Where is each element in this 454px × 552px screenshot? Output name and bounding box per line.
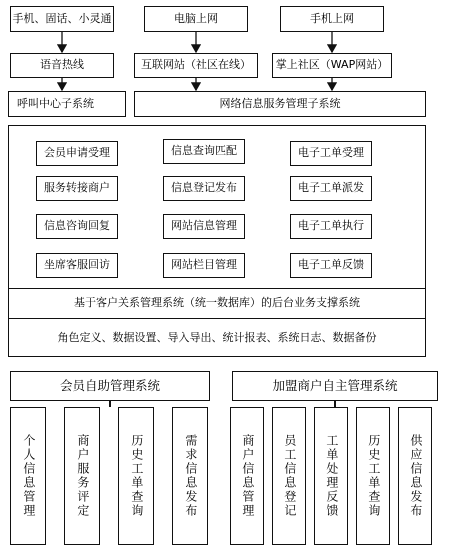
- module-site-column-manage-label: 网站栏目管理: [171, 258, 237, 272]
- backend-functions: [8, 317, 426, 357]
- module-info-consult: [36, 214, 118, 239]
- network-service-subsystem: [134, 91, 426, 117]
- merchant-item-supply-publish-label: 供应信息发布: [408, 434, 423, 518]
- call-center-subsystem-label: 呼叫中心子系统: [17, 96, 94, 110]
- module-site-info-manage-label: 网站信息管理: [171, 219, 237, 233]
- member-item-personal-info: [10, 407, 46, 545]
- module-info-query-match-label: 信息查询匹配: [171, 144, 237, 158]
- source-phone-label: 手机、固话、小灵通: [12, 11, 112, 25]
- channel-voice-hotline: [10, 53, 114, 78]
- member-system-connector: [109, 401, 111, 407]
- module-member-application: [36, 141, 118, 166]
- merchant-item-ticket-feedback-label: 工单处理反馈: [324, 434, 339, 518]
- call-center-subsystem: [8, 91, 126, 117]
- merchant-system-title: [232, 371, 438, 401]
- module-seat-followup-label: 坐席客服回访: [44, 258, 110, 272]
- member-item-demand-publish: [172, 407, 208, 545]
- member-item-merchant-rating-label: 商户服务评定: [75, 434, 90, 518]
- module-ticket-dispatch-label: 电子工单派发: [298, 181, 364, 195]
- module-site-info-manage: [163, 214, 245, 239]
- member-system-title-label: 会员自助管理系统: [59, 377, 160, 393]
- module-ticket-feedback-label: 电子工单反馈: [298, 258, 364, 272]
- channel-voice-hotline-label: 语音热线: [40, 58, 84, 72]
- backend-title-label: 基于客户关系管理系统（统一数据库）的后台业务支撑系统: [74, 296, 360, 309]
- merchant-item-ticket-feedback: [314, 407, 348, 545]
- module-ticket-accept-label: 电子工单受理: [298, 146, 364, 160]
- source-pc-label: 电脑上网: [174, 11, 218, 25]
- module-seat-followup: [36, 253, 118, 278]
- channel-wap: [272, 53, 392, 78]
- merchant-item-history-ticket: [356, 407, 390, 545]
- merchant-item-staff-register: [272, 407, 306, 545]
- backend-functions-label: 角色定义、数据设置、导入导出、统计报表、系统日志、数据备份: [57, 331, 377, 344]
- module-member-application-label: 会员申请受理: [44, 146, 110, 160]
- module-info-register-publish: [163, 176, 245, 201]
- module-service-transfer: [36, 176, 118, 201]
- member-item-personal-info-label: 个人信息管理: [21, 434, 36, 518]
- channel-website-label: 互联网站（社区在线）: [141, 58, 251, 72]
- merchant-item-supply-publish: [398, 407, 432, 545]
- module-ticket-feedback: [290, 253, 372, 278]
- merchant-item-merchant-info: [230, 407, 264, 545]
- member-system-title: [10, 371, 210, 401]
- merchant-item-history-ticket-label: 历史工单查询: [366, 434, 381, 518]
- member-item-merchant-rating: [64, 407, 100, 545]
- backend-title: [8, 287, 426, 317]
- merchant-item-merchant-info-label: 商户信息管理: [240, 434, 255, 518]
- module-site-column-manage: [163, 253, 245, 278]
- merchant-system-title-label: 加盟商户自主管理系统: [272, 377, 398, 393]
- module-ticket-execute: [290, 214, 372, 239]
- module-ticket-execute-label: 电子工单执行: [298, 219, 364, 233]
- merchant-item-staff-register-label: 员工信息登记: [282, 434, 297, 518]
- module-info-consult-label: 信息咨询回复: [44, 219, 110, 233]
- source-mobile-web-label: 手机上网: [310, 11, 354, 25]
- module-info-register-publish-label: 信息登记发布: [171, 181, 237, 195]
- module-service-transfer-label: 服务转接商户: [44, 181, 110, 195]
- member-item-history-ticket: [118, 407, 154, 545]
- channel-website: [134, 53, 258, 78]
- module-info-query-match: [163, 139, 245, 164]
- module-ticket-accept: [290, 141, 372, 166]
- channel-wap-label: 掌上社区（WAP网站）: [275, 58, 389, 72]
- member-item-history-ticket-label: 历史工单查询: [129, 434, 144, 518]
- module-ticket-dispatch: [290, 176, 372, 201]
- network-service-subsystem-label: 网络信息服务管理子系统: [219, 96, 341, 110]
- member-item-demand-publish-label: 需求信息发布: [183, 434, 198, 518]
